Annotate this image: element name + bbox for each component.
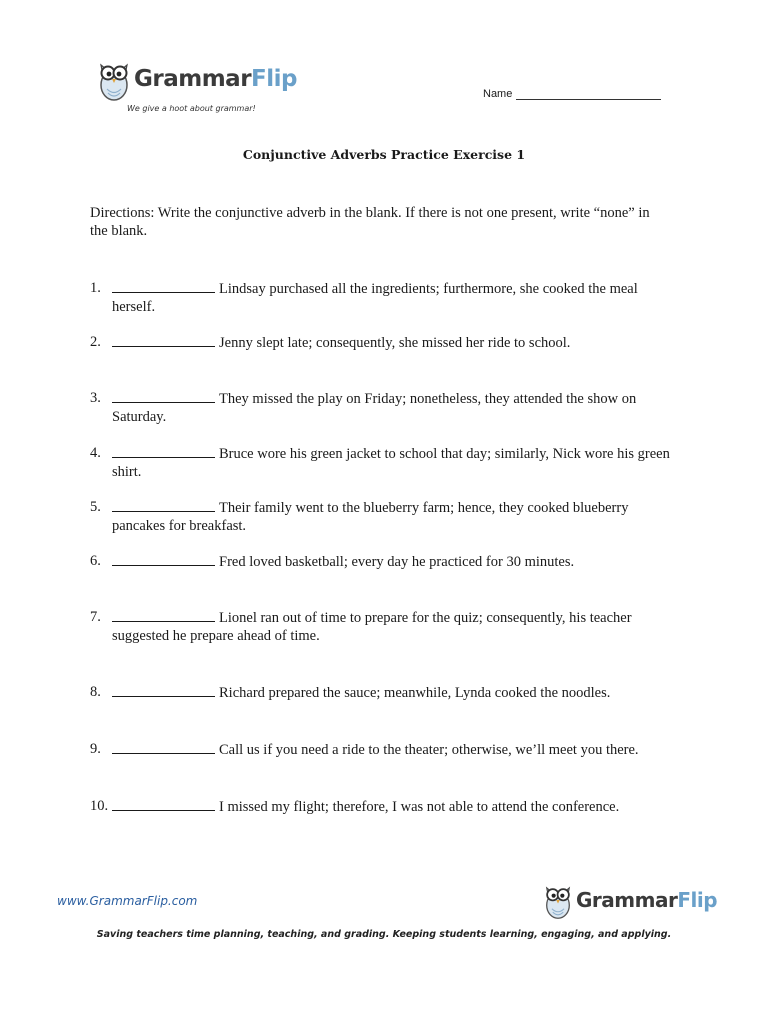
owl-icon: [97, 56, 131, 102]
question-item: [90, 552, 680, 571]
question-number: 3.: [90, 390, 101, 406]
question-text: Fred loved basketball; every day he practiced for 30 minutes.: [219, 554, 575, 570]
question-text: Bruce wore his green jacket to school that day; similarly, Nick wore his green shirt.: [112, 446, 670, 480]
question-item: [90, 683, 680, 702]
question-number: 5.: [90, 499, 101, 515]
answer-blank[interactable]: [112, 552, 215, 566]
question-number: 2.: [90, 334, 101, 350]
tagline: We give a hoot about grammar!: [127, 104, 256, 113]
question-text: Richard prepared the sauce; meanwhile, Lynda cooked the noodles.: [219, 685, 611, 701]
question-item: [90, 498, 680, 535]
question-number: 8.: [90, 684, 101, 700]
name-blank-line[interactable]: [516, 88, 661, 100]
answer-blank[interactable]: [112, 444, 215, 458]
answer-blank[interactable]: [112, 389, 215, 403]
question-item: [90, 797, 680, 816]
grammarflip-logo: [97, 56, 297, 102]
question-number: 6.: [90, 553, 101, 569]
page-title: Conjunctive Adverbs Practice Exercise 1: [242, 147, 526, 162]
question-item: [90, 444, 680, 481]
question-text: Their family went to the blueberry farm; hence, they cooked blueberry pancakes for breakfast.: [112, 500, 629, 534]
question-text: Lionel ran out of time to prepare for the quiz; consequently, his teacher suggested he prepare ahead of time.: [112, 610, 632, 644]
footer-slogan: Saving teachers time planning, teaching, and grading. Keeping students learning, engaging, and applying.: [96, 929, 672, 940]
logo-wordmark: GrammarFlip: [576, 888, 718, 912]
question-item: [90, 740, 680, 759]
question-text: Lindsay purchased all the ingredients; furthermore, she cooked the meal herself.: [112, 281, 638, 315]
question-number: 4.: [90, 445, 101, 461]
question-item: [90, 389, 680, 426]
answer-blank[interactable]: [112, 333, 215, 347]
answer-blank[interactable]: [112, 498, 215, 512]
question-text: I missed my flight; therefore, I was not able to attend the conference.: [219, 799, 620, 815]
question-text: Call us if you need a ride to the theater; otherwise, we’ll meet you there.: [219, 742, 639, 758]
question-text: Jenny slept late; consequently, she missed her ride to school.: [219, 335, 571, 351]
question-number: 9.: [90, 741, 101, 757]
website-link[interactable]: www.GrammarFlip.com: [57, 894, 198, 908]
question-number: 10.: [90, 798, 109, 814]
answer-blank[interactable]: [112, 608, 215, 622]
directions: Directions: Write the conjunctive adverb in the blank. If there is not one present, write “none” in the blank.: [90, 205, 650, 239]
owl-icon: [543, 880, 573, 920]
question-item: [90, 333, 680, 352]
question-item: [90, 279, 680, 316]
answer-blank[interactable]: [112, 279, 215, 293]
name-field: [483, 88, 661, 100]
answer-blank[interactable]: [112, 797, 215, 811]
name-label: Name: [483, 88, 513, 100]
grammarflip-footer-logo: [543, 880, 717, 920]
question-item: [90, 608, 680, 645]
question-text: They missed the play on Friday; nonetheless, they attended the show on Saturday.: [112, 391, 637, 425]
question-number: 7.: [90, 609, 101, 625]
question-number: 1.: [90, 280, 101, 296]
logo-wordmark: GrammarFlip: [134, 65, 297, 92]
answer-blank[interactable]: [112, 683, 215, 697]
answer-blank[interactable]: [112, 740, 215, 754]
